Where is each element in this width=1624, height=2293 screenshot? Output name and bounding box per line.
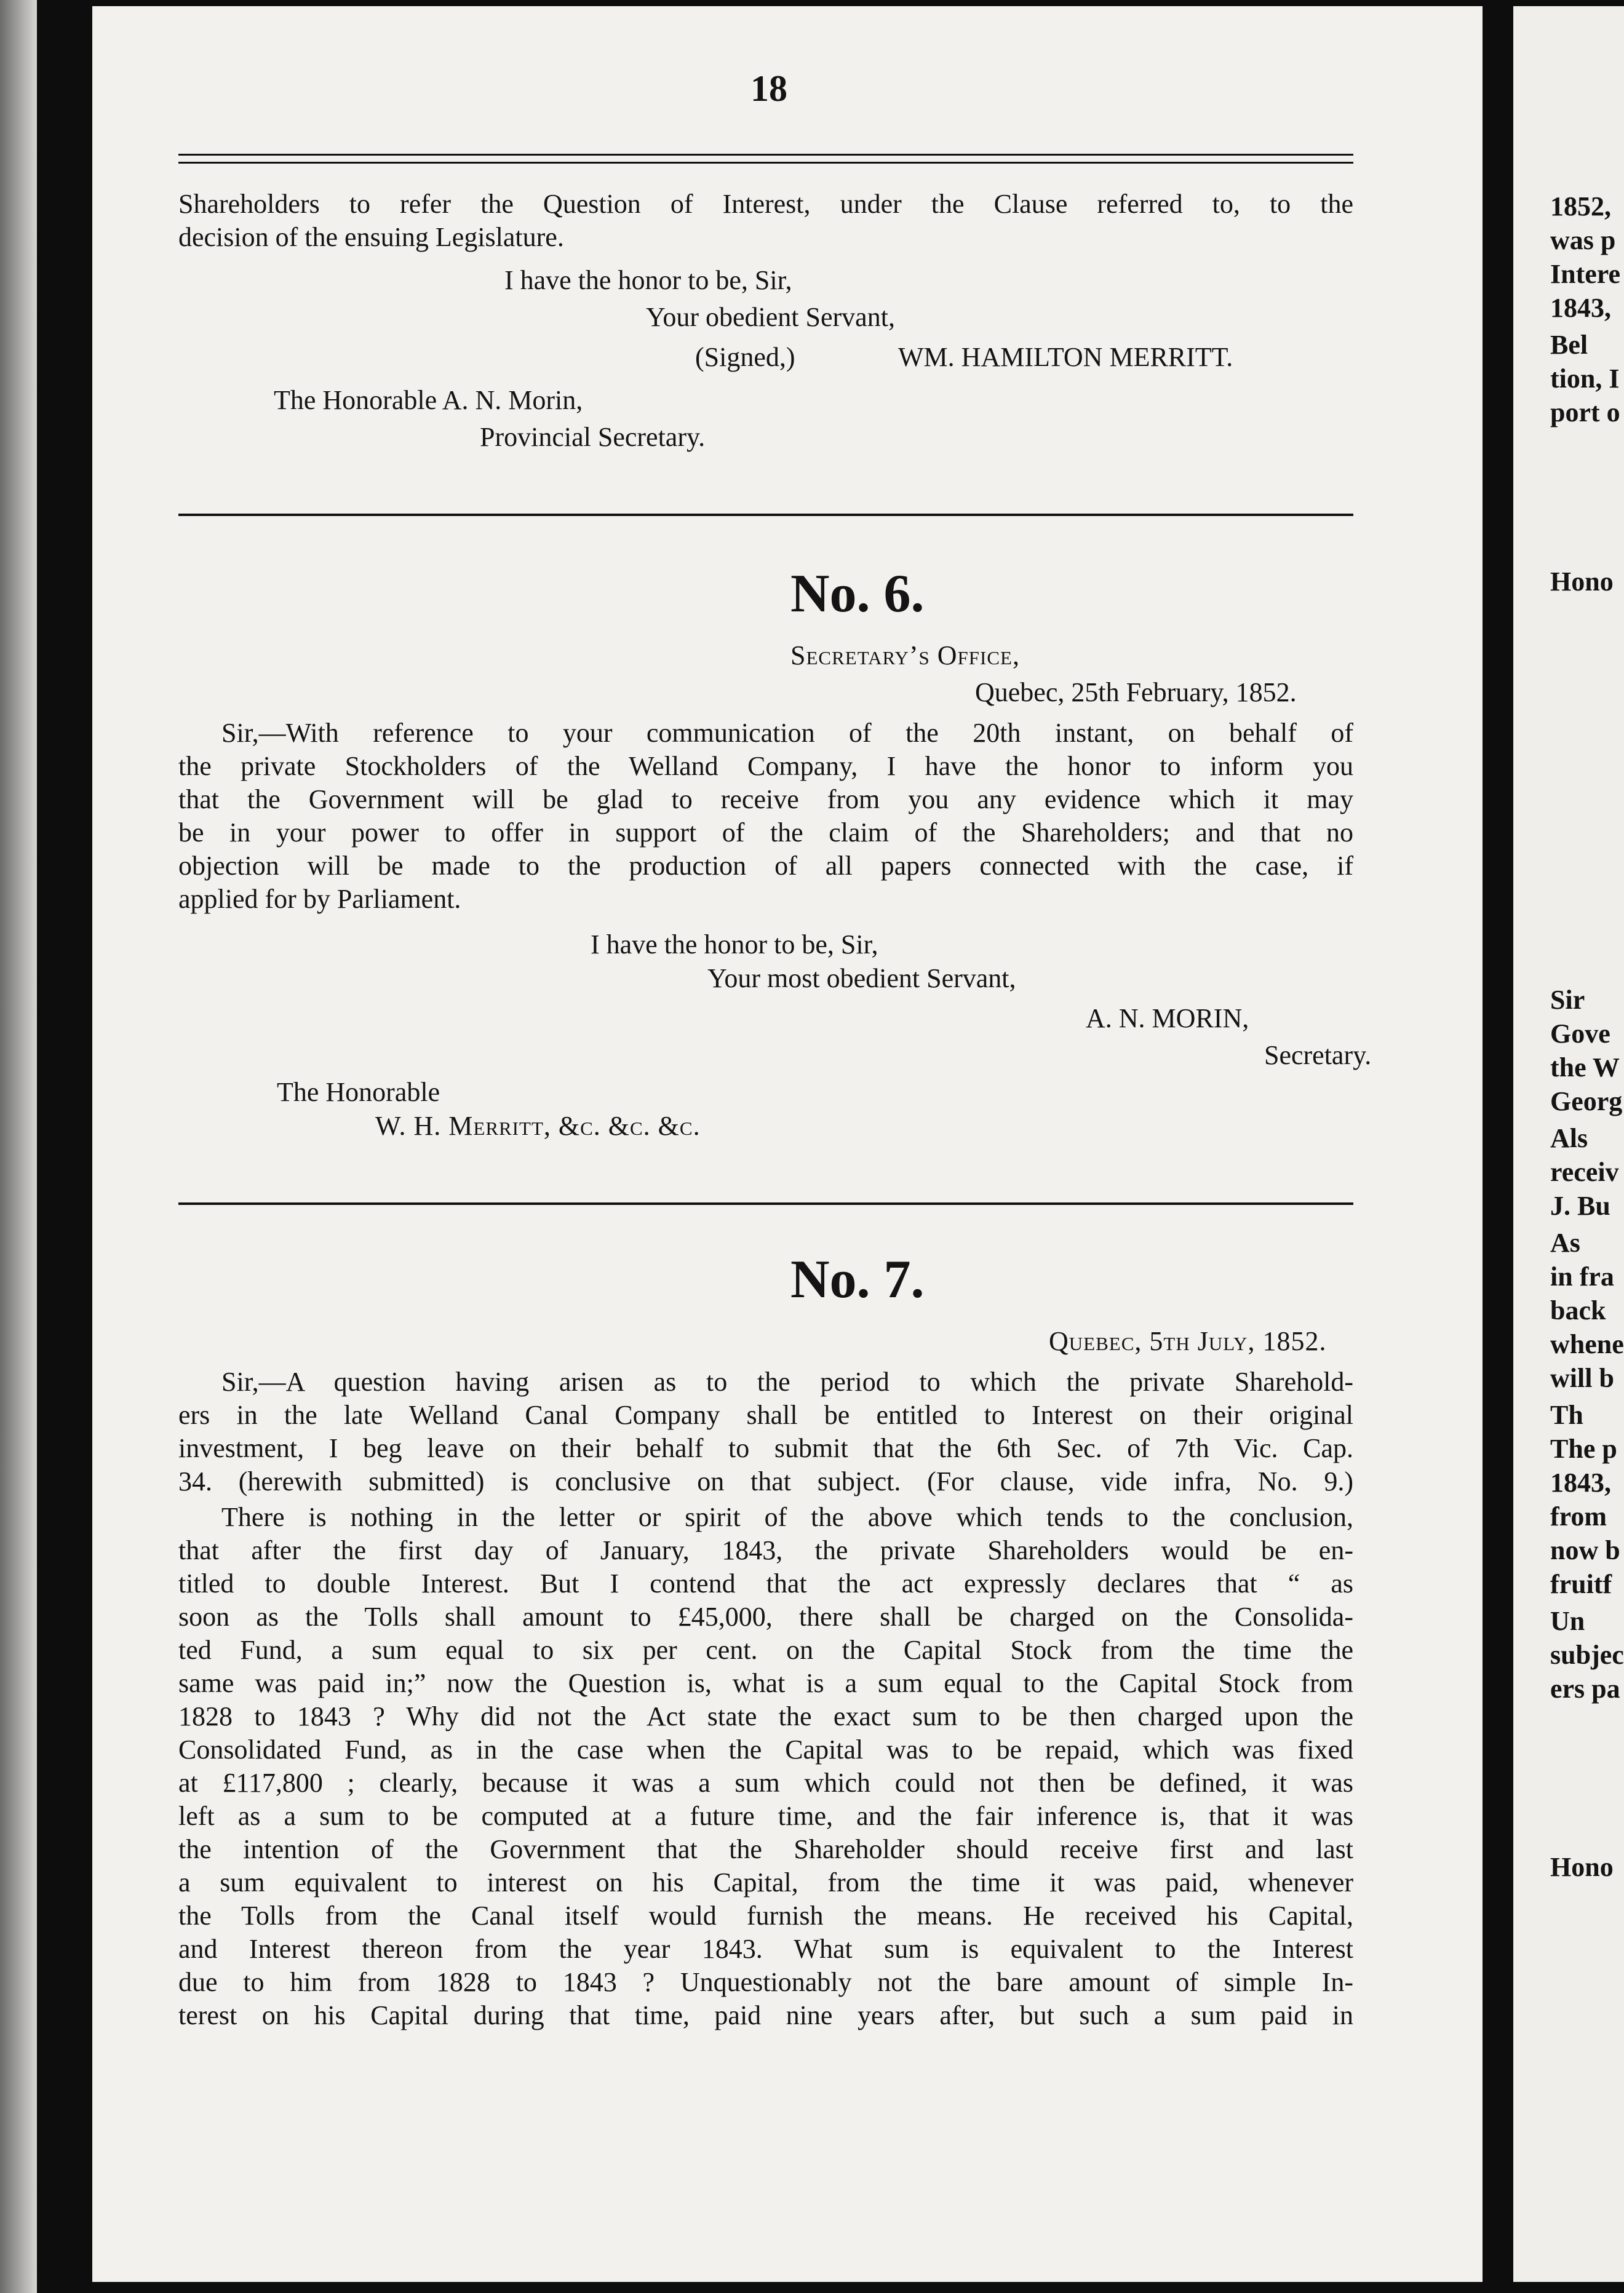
text-line: ers in the late Welland Canal Company shall be entitled to Interest on their original: [178, 1400, 1353, 1430]
addressee-line-2: Provincial Secretary.: [480, 422, 706, 452]
text-line: decision of the ensuing Legislature.: [178, 222, 564, 252]
text-line: investment, I beg leave on their behalf to submit that the 6th Sec. of 7th Vic. Cap.: [178, 1433, 1353, 1463]
text-line: Consolidated Fund, as in the case when the Capital was to be repaid, which was fixed: [178, 1735, 1353, 1765]
section-heading-no6: No. 6.: [790, 564, 925, 624]
text-line: Sir,—A question having arisen as to the period to which the private Sharehold-: [221, 1367, 1353, 1397]
text-line: left as a sum to be computed at a future time, and the fair inference is, that it was: [178, 1801, 1353, 1831]
text-line: and Interest thereon from the year 1843. What sum is equivalent to the Interest: [178, 1934, 1353, 1964]
text-line: objection will be made to the production of all papers connected with the case, if: [178, 851, 1353, 881]
book-spine-shadow: [0, 0, 37, 2293]
text-line: that after the first day of January, 1843, the private Shareholders would be en-: [178, 1535, 1353, 1565]
text-line: Sir,—With reference to your communication of the 20th instant, on behalf of: [221, 718, 1353, 748]
no7-paragraph-1: [178, 1365, 1353, 1498]
right-page-fragment: was p: [1550, 225, 1616, 255]
right-page-fragment: whene: [1550, 1329, 1624, 1359]
text-line: Shareholders to refer the Question of Interest, under the Clause referred to, to the: [178, 189, 1353, 219]
right-page-fragment: J. Bu: [1550, 1191, 1610, 1221]
no6-addressee-2: W. H. Merritt, &c. &c. &c.: [375, 1111, 701, 1141]
text-line: applied for by Parliament.: [178, 884, 461, 914]
right-page-fragment: in fra: [1550, 1262, 1614, 1292]
right-page-fragment: Th: [1550, 1400, 1583, 1430]
header-double-rule: [178, 154, 1353, 164]
right-page-fragment: tion, I: [1550, 364, 1620, 394]
text-line: 1828 to 1843 ? Why did not the Act state the exact sum to be then charged upon the: [178, 1701, 1353, 1731]
right-page-fragment: Georg: [1550, 1086, 1623, 1116]
right-page-fragment: As: [1550, 1228, 1580, 1258]
right-page-fragment: subjec: [1550, 1640, 1624, 1670]
right-page-fragment: ers pa: [1550, 1674, 1620, 1704]
section-divider: [178, 514, 1353, 516]
text-line: be in your power to offer in support of the claim of the Shareholders; and that no: [178, 817, 1353, 848]
text-line: ted Fund, a sum equal to six per cent. on the Capital Stock from the time the: [178, 1635, 1353, 1665]
right-page-fragment: Intere: [1550, 259, 1621, 289]
right-page-fragment: The p: [1550, 1434, 1617, 1464]
no6-signatory-title: Secretary.: [1264, 1040, 1372, 1070]
text-line: a sum equivalent to interest on his Capital, from the time it was paid, whenever: [178, 1867, 1353, 1898]
right-page-fragment: Hono: [1550, 1852, 1614, 1882]
text-line: terest on his Capital during that time, paid nine years after, but such a sum paid in: [178, 2000, 1353, 2030]
right-page-fragment: Hono: [1550, 566, 1614, 597]
right-page-fragment: Sir: [1550, 985, 1585, 1015]
text-line: soon as the Tolls shall amount to £45,000, there shall be charged on the Consolida-: [178, 1602, 1353, 1632]
signed-label: (Signed,): [695, 342, 795, 372]
no6-date: Quebec, 25th February, 1852.: [975, 677, 1297, 707]
right-page-fragment: will b: [1550, 1363, 1614, 1393]
right-page-fragment: port o: [1550, 397, 1620, 427]
text-line: due to him from 1828 to 1843 ? Unquestionably not the bare amount of simple In-: [178, 1967, 1353, 1997]
right-page-fragment: receiv: [1550, 1157, 1619, 1187]
right-page-fragment: Gove: [1550, 1019, 1610, 1049]
right-page-fragment: 1843,: [1550, 1468, 1611, 1498]
closing-line-1: I have the honor to be, Sir,: [504, 265, 792, 295]
text-line: the Tolls from the Canal itself would furnish the means. He received his Capital,: [178, 1901, 1353, 1931]
right-page-fragment: 1843,: [1550, 293, 1611, 323]
no6-addressee-1: The Honorable: [277, 1077, 440, 1107]
text-line: at £117,800 ; clearly, because it was a sum which could not then be defined, it was: [178, 1768, 1353, 1798]
text-line: the private Stockholders of the Welland Company, I have the honor to inform you: [178, 751, 1353, 781]
right-page-fragment: fruitf: [1550, 1569, 1612, 1599]
text-line: 34. (herewith submitted) is conclusive on that subject. (For clause, vide infra, No. 9.): [178, 1466, 1353, 1496]
addressee-line-1: The Honorable A. N. Morin,: [274, 385, 583, 415]
no6-closing-1: I have the honor to be, Sir,: [591, 929, 878, 960]
section-heading-no7: No. 7.: [790, 1250, 925, 1309]
text-line: titled to double Interest. But I contend that the act expressly declares that “ as: [178, 1568, 1353, 1599]
signatory-name: WM. HAMILTON MERRITT.: [898, 342, 1233, 372]
page-number: 18: [750, 68, 787, 109]
right-page-fragment: the W: [1550, 1052, 1620, 1083]
right-page-fragment: Als: [1550, 1123, 1588, 1153]
right-page-fragment: Un: [1550, 1606, 1585, 1636]
right-page-fragment: now b: [1550, 1535, 1620, 1565]
no6-letter-body: [178, 717, 1353, 916]
text-line: that the Government will be glad to receive from you any evidence which it may: [178, 784, 1353, 814]
text-line: same was paid in;” now the Question is, what is a sum equal to the Capital Stock from: [178, 1668, 1353, 1698]
right-page-fragment: 1852,: [1550, 191, 1611, 221]
text-line: There is nothing in the letter or spirit of the above which tends to the conclusion,: [221, 1502, 1353, 1532]
no7-paragraph-2: [178, 1501, 1353, 2032]
right-page-fragment: back: [1550, 1295, 1606, 1325]
right-page-fragment: Bel: [1550, 330, 1588, 360]
closing-line-2: Your obedient Servant,: [646, 302, 895, 332]
continuation-paragraph: [178, 188, 1353, 254]
section-divider: [178, 1202, 1353, 1205]
no6-signatory: A. N. MORIN,: [1086, 1003, 1249, 1033]
no6-closing-2: Your most obedient Servant,: [707, 963, 1016, 993]
no6-office: Secretary’s Office,: [790, 640, 1020, 670]
no7-date: Quebec, 5th July, 1852.: [1049, 1326, 1327, 1356]
right-page-fragment: from: [1550, 1501, 1607, 1532]
text-line: the intention of the Government that the Shareholder should receive first and last: [178, 1834, 1353, 1864]
